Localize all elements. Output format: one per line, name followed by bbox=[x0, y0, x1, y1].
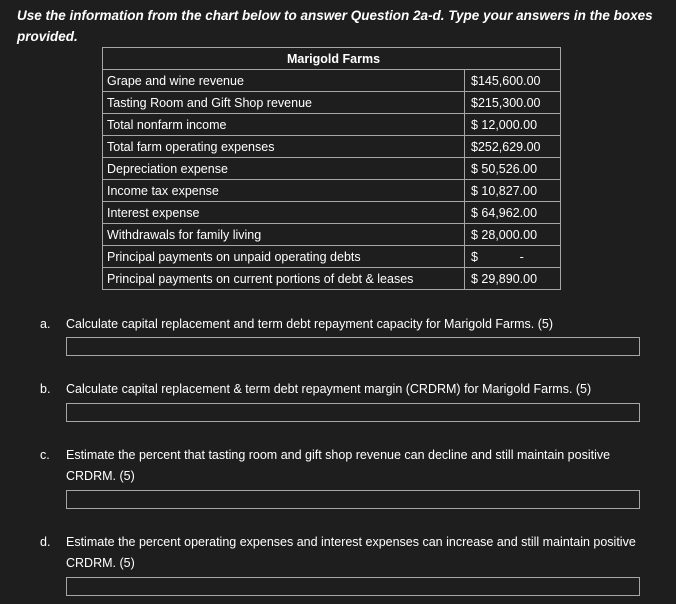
question-text: Estimate the percent that tasting room and gift shop revenue can decline and still maintain positive CRDRM. (5) bbox=[66, 448, 611, 483]
row-amount: $ 64,962.00 bbox=[465, 202, 561, 224]
question-b bbox=[40, 379, 650, 400]
row-amount: $ 50,526.00 bbox=[465, 158, 561, 180]
row-label: Principal payments on unpaid operating debts bbox=[103, 246, 465, 268]
row-amount: $ 10,827.00 bbox=[465, 180, 561, 202]
row-label: Withdrawals for family living bbox=[103, 224, 465, 246]
table-row bbox=[103, 224, 561, 246]
answer-input-a[interactable] bbox=[66, 337, 640, 356]
row-amount: $215,300.00 bbox=[465, 92, 561, 114]
table-row bbox=[103, 180, 561, 202]
row-label: Principal payments on current portions of debt & leases bbox=[103, 268, 465, 290]
row-label: Total nonfarm income bbox=[103, 114, 465, 136]
table-row bbox=[103, 246, 561, 268]
question-text: Calculate capital replacement & term debt repayment margin (CRDRM) for Marigold Farms. (5) bbox=[66, 382, 592, 396]
question-letter: b. bbox=[40, 382, 51, 396]
question-text: Estimate the percent operating expenses and interest expenses can increase and still maintain positive CRDRM. (5) bbox=[66, 535, 636, 570]
row-amount: $ 28,000.00 bbox=[465, 224, 561, 246]
table-row bbox=[103, 202, 561, 224]
instructions-text: Use the information from the chart below to answer Question 2a-d. Type your answers in the boxes provided. bbox=[17, 8, 653, 44]
question-letter: c. bbox=[40, 448, 50, 462]
table-row bbox=[103, 92, 561, 114]
table-title: Marigold Farms bbox=[103, 48, 561, 70]
table-row bbox=[103, 268, 561, 290]
answer-input-b[interactable] bbox=[66, 403, 640, 422]
marigold-farms-table bbox=[102, 47, 561, 290]
question-a bbox=[40, 314, 650, 335]
row-label: Tasting Room and Gift Shop revenue bbox=[103, 92, 465, 114]
question-text: Calculate capital replacement and term debt repayment capacity for Marigold Farms. (5) bbox=[66, 317, 554, 331]
table-header-row bbox=[103, 48, 561, 70]
answer-input-d[interactable] bbox=[66, 577, 640, 596]
table-row bbox=[103, 114, 561, 136]
table-row bbox=[103, 136, 561, 158]
question-c bbox=[40, 445, 650, 487]
row-amount: $145,600.00 bbox=[465, 70, 561, 92]
question-d bbox=[40, 532, 650, 574]
row-amount: $252,629.00 bbox=[465, 136, 561, 158]
row-amount: $ 12,000.00 bbox=[465, 114, 561, 136]
row-label: Income tax expense bbox=[103, 180, 465, 202]
row-label: Total farm operating expenses bbox=[103, 136, 465, 158]
row-label: Interest expense bbox=[103, 202, 465, 224]
row-amount: $ 29,890.00 bbox=[465, 268, 561, 290]
question-letter: a. bbox=[40, 317, 51, 331]
answer-input-c[interactable] bbox=[66, 490, 640, 509]
row-label: Depreciation expense bbox=[103, 158, 465, 180]
question-letter: d. bbox=[40, 535, 51, 549]
table-row bbox=[103, 158, 561, 180]
row-amount: $ - bbox=[465, 246, 561, 268]
table-row bbox=[103, 70, 561, 92]
row-label: Grape and wine revenue bbox=[103, 70, 465, 92]
